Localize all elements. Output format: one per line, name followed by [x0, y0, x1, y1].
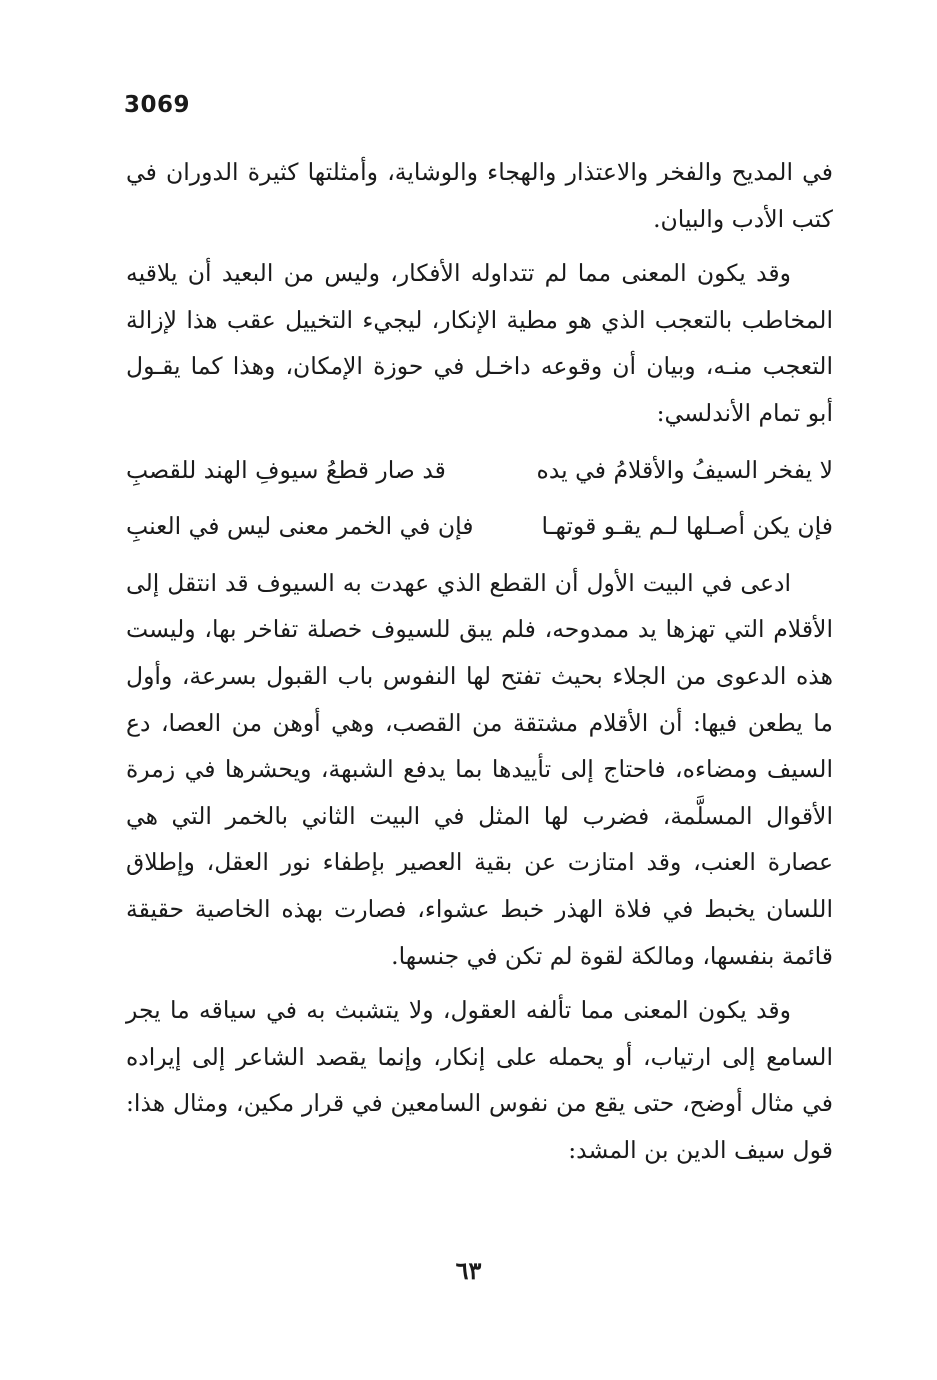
body-text: [126, 149, 833, 1173]
paragraph-gap: [126, 242, 833, 250]
paragraph-sayf-al-din-intro: وقد يكون المعنى مما تألفه العقول، ولا يتشبث به في سياقه ما يجر السامع إلى ارتياب، أو يحمله على إنكار، وإنما يقصد الشاعر إلى إيراده في مثال أوضح، حتى يقع من نفوس السامعين في قرار مكين، ومثال هذا: قول سيف الدين بن المشد:: [126, 996, 833, 1164]
verse-line-1: [126, 447, 833, 494]
paragraph-gap: [126, 437, 833, 445]
verse-1-second-hemistich: قد صار قطعُ سيوفِ الهند للقصبِ: [126, 455, 446, 484]
paragraph-verse-commentary: ادعى في البيت الأول أن القطع الذي عهدت به السيوف قد انتقل إلى الأقلام التي تهزها يد ممدوحه، فلم يبق للسيوف خصلة تفاخر بها، وليست هذه الدعوى من الجلاء بحيث تفتح لها النفوس باب القبول بسرعة، وأول ما يطعن فيها: أن الأقلام مشتقة من القصب، وهي أوهن من العصا، دع السيف ومضاءه، فاحتاج إلى تأييدها بما يدفع الشبهة، ويحشرها في زمرة الأقوال المسلَّمة، فضرب لها المثل في البيت الثاني بالخمر التي هي عصارة العنب، وقد امتازت عن بقية العصير بإطفاء نور العقل، وإطلاق اللسان يخبط في فلاة الهذر خبط عشواء، فصارت بهذه الخاصية حقيقة قائمة بنفسها، ومالكة لقوة لم تكن في جنسها.: [126, 568, 833, 970]
folio-number: 3069: [124, 92, 191, 118]
verse-1-first-hemistich: لا يفخر السيفُ والأقلامُ في يده: [536, 455, 833, 484]
paragraph-gap: [126, 979, 833, 987]
paragraph-abu-tammam-intro: وقد يكون المعنى مما لم تتداوله الأفكار، وليس من البعيد أن يلاقيه المخاطب بالتعجب الذي هو مطية الإنكار، ليجيء التخييل عقب هذا لإزالة التعجب منـه، وبيان أن وقوعه داخـل في حوزة الإمكان، وهذا كما يقـول أبو تمام الأندلسي:: [126, 259, 833, 427]
verse-2-first-hemistich: فإن يكن أصـلها لـم يقـو قوتهـا: [541, 512, 833, 541]
verse-line-2: [126, 503, 833, 550]
page-number: ٦٣: [455, 1256, 482, 1285]
paragraph-continuation: في المديح والفخر والاعتذار والهجاء والوشاية، وأمثلتها كثيرة الدوران في كتب الأدب والبيان.: [126, 158, 833, 233]
verse-2-second-hemistich: فإن في الخمر معنى ليس في العنبِ: [126, 512, 474, 541]
